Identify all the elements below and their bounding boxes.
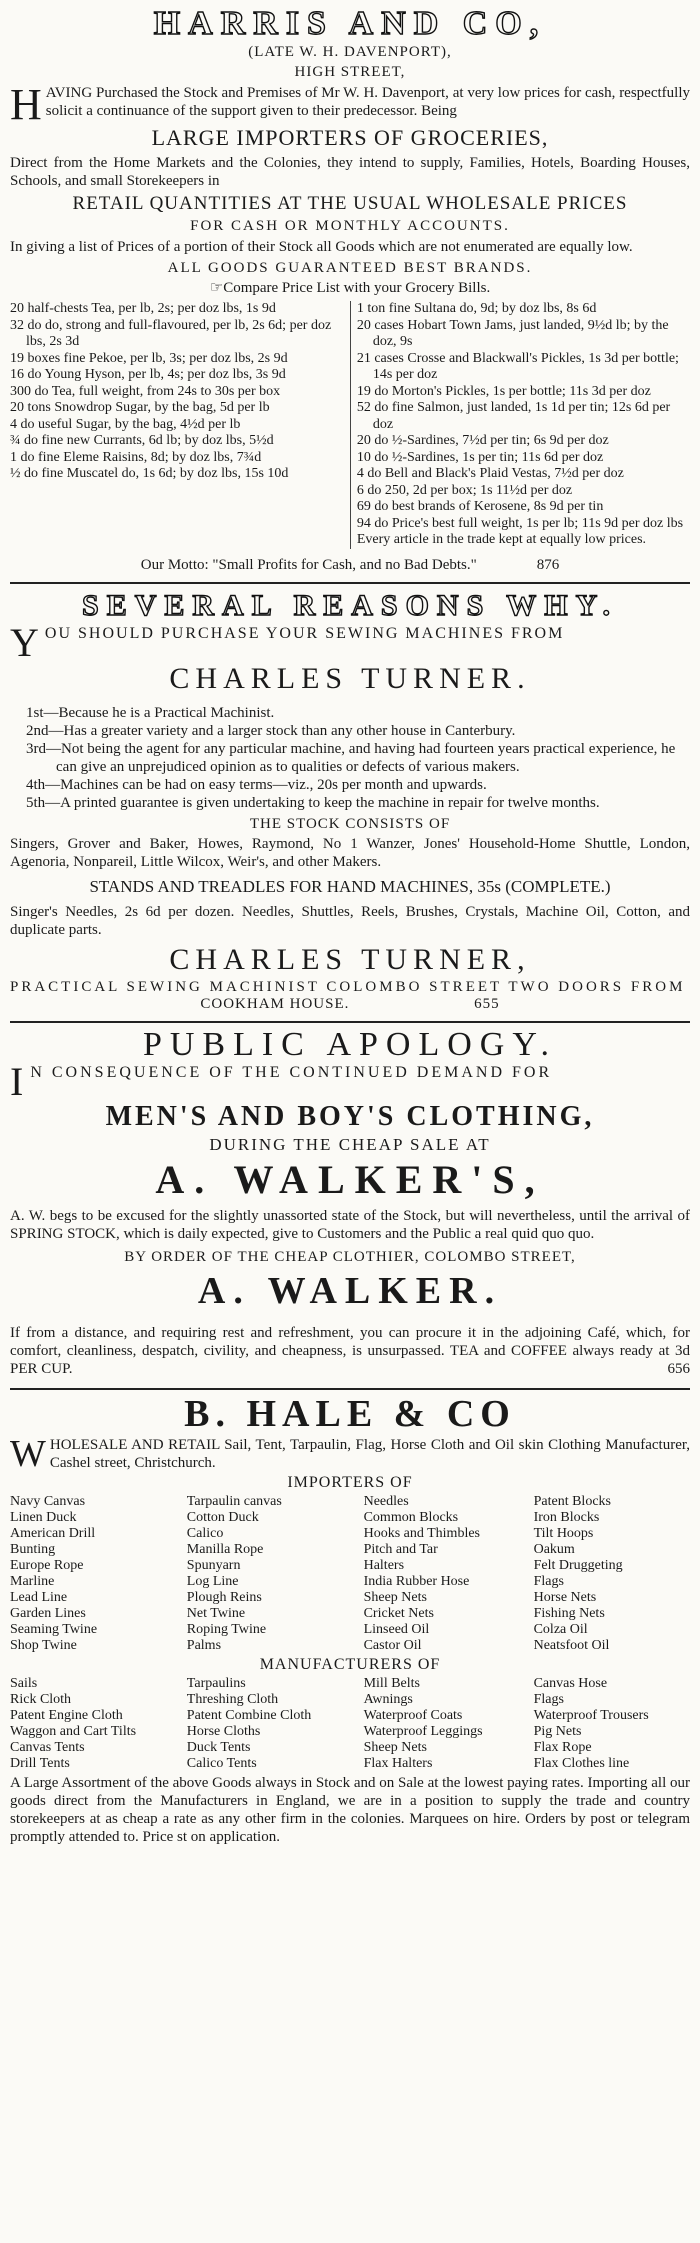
turner-needles: Singer's Needles, 2s 6d per dozen. Needles, Shuttles, Reels, Brushes, Crystals, Machine Oil, Cotton, and duplicate parts. <box>10 903 690 938</box>
walker-lead <box>10 1058 690 1104</box>
turner-lead <box>10 619 690 665</box>
importer-item: Tilt Hoops <box>533 1525 594 1541</box>
hale-footer: A Large Assortment of the above Goods always in Stock and on Sale at the lowest paying rates. Importing all our goods direct from the Manufacturers in England, we are in a position to supply the trade and country storekeepers at as cheap a rate as any other firm in the colonies. Marquees on hire. Orders by post or telegram promptly attended to. Price st on application. <box>10 1774 691 1845</box>
importer-item: Net Twine <box>186 1605 246 1621</box>
turner-stock-head: THE STOCK CONSISTS OF <box>249 815 451 832</box>
reason-item: 2nd—Has a greater variety and a larger stock than any other house in Canterbury. <box>26 722 516 739</box>
manufacturer-item: Patent Engine Cloth <box>10 1707 123 1723</box>
harris-intro <box>10 80 690 129</box>
walker-clothing: MEN'S AND BOY'S CLOTHING, <box>105 1100 595 1132</box>
harris-headline: LARGE IMPORTERS OF GROCERIES, <box>151 125 549 150</box>
importer-item: Flags <box>533 1573 564 1589</box>
importer-item: Fishing Nets <box>533 1605 605 1621</box>
turner-footer: PRACTICAL SEWING MACHINIST COLOMBO STREET TWO DOORS FROM <box>10 978 686 995</box>
harris-title: HARRIS AND CO, <box>153 5 547 42</box>
price-item: 94 do Price's best full weight, 1s per lb; 11s 9d per doz lbs <box>356 515 684 531</box>
importer-item: Lead Line <box>10 1589 68 1605</box>
importer-item: Patent Blocks <box>533 1493 611 1509</box>
importer-item: Linseed Oil <box>363 1621 430 1637</box>
importer-item: Hooks and Thimbles <box>363 1525 480 1541</box>
hale-intro-text: HOLESALE AND RETAIL Sail, Tent, Tarpaulin, Flag, Horse Cloth and Oil skin Clothing Manufacturer, Cashel street, Christchurch. <box>49 1436 690 1471</box>
walker-number: 656 <box>667 1360 690 1377</box>
manufacturer-item: Flax Rope <box>533 1739 592 1755</box>
turner-title: SEVERAL REASONS WHY. <box>82 588 618 622</box>
manufacturer-item: Canvas Hose <box>533 1675 608 1691</box>
importer-item: Oakum <box>533 1541 575 1557</box>
turner-advert <box>10 584 690 1023</box>
turner-stands: STANDS AND TREADLES FOR HAND MACHINES, 35s (COMPLETE.) <box>89 876 611 896</box>
hale-advert <box>10 1390 690 1856</box>
importer-item: Shop Twine <box>10 1637 77 1653</box>
importer-item: Spunyarn <box>186 1557 241 1573</box>
harris-motto: Our Motto: "Small Profits for Cash, and no Bad Debts." <box>140 556 477 573</box>
importer-item: Sheep Nets <box>363 1589 427 1605</box>
price-item: ¾ do fine new Currants, 6d lb; by doz lbs, 5½d <box>10 433 274 448</box>
harris-motto-row <box>10 557 690 574</box>
price-item: 20 half-chests Tea, per lb, 2s; per doz lbs, 1s 9d <box>10 301 276 316</box>
harris-direct: Direct from the Home Markets and the Colonies, they intend to supply, Families, Hotels, Boarding Houses, Schools, and small Storekeepers in <box>10 155 690 189</box>
manufacturer-item: Waggon and Cart Tilts <box>10 1723 137 1739</box>
importer-item: Seaming Twine <box>10 1621 98 1637</box>
harris-dropcap: H <box>10 80 42 129</box>
harris-retail: RETAIL QUANTITIES AT THE USUAL WHOLESALE PRICES <box>72 193 628 214</box>
importer-item: India Rubber Hose <box>363 1573 470 1589</box>
harris-intro-text: AVING Purchased the Stock and Premises of Mr W. H. Davenport, at very low prices for cash, respectfully solicit a continuance of the support given to their predecessor. Being <box>45 85 690 119</box>
price-item: 1 ton fine Sultana do, 9d; by doz lbs, 8s 6d <box>356 301 597 316</box>
price-item: 52 do fine Salmon, just landed, 1s 1d per tin; 12s 6d per doz <box>356 400 671 432</box>
newspaper-page <box>10 0 690 1856</box>
walker-dropcap: I <box>10 1058 27 1104</box>
manufacturer-item: Mill Belts <box>363 1675 420 1691</box>
turner-footer-row <box>10 996 690 1013</box>
price-item: 1 do fine Eleme Raisins, 8d; by doz lbs, 7¾d <box>10 449 262 465</box>
importer-item: Horse Nets <box>533 1589 597 1605</box>
walker-name-2: A. WALKER. <box>197 1269 503 1312</box>
price-item: 19 boxes fine Pekoe, per lb, 3s; per doz lbs, 2s 9d <box>10 350 288 366</box>
price-item: 10 do ½-Sardines, 1s per tin; 11s 6d per doz <box>356 449 604 465</box>
importer-item: Marline <box>10 1573 55 1589</box>
price-item: 21 cases Crosse and Blackwall's Pickles, 1s 3d per bottle; 14s per doz <box>356 350 679 382</box>
importer-item: Cotton Duck <box>186 1509 259 1525</box>
manufacturer-item: Waterproof Coats <box>363 1707 463 1723</box>
price-item: 4 do Bell and Black's Plaid Vestas, 7½d per doz <box>356 466 624 481</box>
turner-lead-text: OU SHOULD PURCHASE YOUR SEWING MACHINES FROM <box>44 624 565 642</box>
harris-guarantee: ALL GOODS GUARANTEED BEST BRANDS. <box>167 260 533 276</box>
manufacturer-item: Patent Combine Cloth <box>186 1707 312 1723</box>
hale-importers-head: IMPORTERS OF <box>287 1473 413 1491</box>
walker-title: PUBLIC APOLOGY. <box>142 1025 558 1063</box>
price-item: 4 do useful Sugar, by the bag, 4½d per lb <box>10 416 241 432</box>
turner-name: CHARLES TURNER. <box>169 661 531 695</box>
manufacturer-item: Duck Tents <box>186 1739 251 1755</box>
harris-number: 876 <box>536 556 560 573</box>
harris-left-column <box>10 301 343 549</box>
manufacturer-item: Flax Clothes line <box>533 1755 630 1771</box>
reason-item: 3rd—Not being the agent for any particular machine, and having had fourteen years practical experience, he can give an unprejudiced opinion as to qualities or defects of various makers. <box>26 740 676 775</box>
walker-body: A. W. begs to be excused for the slightly unassorted state of the Stock, but will nevertheless, until the arrival of SPRING STOCK, which is daily expected, give to Customers and the Public a real quid quo quo. <box>10 1207 690 1242</box>
turner-reasons <box>26 704 690 812</box>
hale-dropcap: W <box>10 1432 46 1475</box>
price-item: 20 cases Hobart Town Jams, just landed, 9½d lb; by the doz, 9s <box>356 317 669 349</box>
walker-during: DURING THE CHEAP SALE AT <box>209 1134 491 1154</box>
importer-item: Navy Canvas <box>10 1493 86 1509</box>
manufacturer-item: Tarpaulins <box>186 1675 246 1691</box>
price-item: 20 tons Snowdrop Sugar, by the bag, 5d per lb <box>10 400 270 415</box>
importer-item: Log Line <box>186 1573 239 1589</box>
importer-item: Linen Duck <box>10 1509 77 1525</box>
manufacturer-item: Calico Tents <box>186 1755 257 1771</box>
hale-importers-grid <box>10 1494 690 1654</box>
turner-stock: Singers, Grover and Baker, Howes, Raymond, No 1 Wanzer, Jones' Household-Home Shuttle, London, Agenoria, Nonpareil, Little Wilcox, Weir's, and other Makers. <box>10 835 690 870</box>
importer-item: Neatsfoot Oil <box>533 1637 610 1653</box>
hale-title: B. HALE & CO <box>184 1392 516 1435</box>
importer-item: Europe Rope <box>10 1557 84 1573</box>
walker-cafe <box>10 1324 690 1378</box>
walker-name: A. WALKER'S, <box>155 1156 545 1202</box>
importer-item: Colza Oil <box>533 1621 588 1637</box>
manufacturer-item: Sheep Nets <box>363 1739 427 1755</box>
price-item: ½ do fine Muscatel do, 1s 6d; by doz lbs, 15s 10d <box>10 466 289 481</box>
importer-item: Halters <box>363 1557 405 1573</box>
reason-item: 4th—Machines can be had on easy terms—viz., 20s per month and upwards. <box>26 776 487 793</box>
price-item: Every article in the trade kept at equally low prices. <box>356 532 647 547</box>
importer-item: Plough Reins <box>186 1589 262 1605</box>
price-item: 300 do Tea, full weight, from 24s to 30s per box <box>10 383 281 399</box>
manufacturer-item: Waterproof Trousers <box>533 1707 649 1723</box>
harris-advert <box>10 2 690 584</box>
manufacturer-item: Waterproof Leggings <box>363 1723 483 1739</box>
importer-item: Cricket Nets <box>363 1605 434 1621</box>
importer-item: Iron Blocks <box>533 1509 600 1525</box>
price-item: 69 do best brands of Kerosene, 8s 9d per tin <box>356 499 604 514</box>
reason-item: 1st—Because he is a Practical Machinist. <box>26 704 275 721</box>
turner-dropcap: Y <box>10 619 41 665</box>
walker-order: BY ORDER OF THE CHEAP CLOTHIER, COLOMBO STREET, <box>124 1248 576 1265</box>
harris-late: (LATE W. H. DAVENPORT), <box>248 44 452 60</box>
harris-street: HIGH STREET, <box>294 64 406 80</box>
importer-item: Common Blocks <box>363 1509 459 1525</box>
harris-right-column <box>350 301 690 549</box>
manufacturer-item: Flax Halters <box>363 1755 433 1771</box>
walker-advert <box>10 1023 690 1390</box>
manufacturer-item: Threshing Cloth <box>186 1691 279 1707</box>
price-item: 16 do Young Hyson, per lb, 4s; per doz lbs, 3s 9d <box>10 367 286 382</box>
importer-item: Bunting <box>10 1541 56 1557</box>
harris-price-list <box>10 301 690 549</box>
manufacturer-item: Rick Cloth <box>10 1691 72 1707</box>
importer-item: Needles <box>363 1493 409 1509</box>
importer-item: Palms <box>186 1637 222 1653</box>
importer-item: Pitch and Tar <box>363 1541 438 1557</box>
harris-list-note: In giving a list of Prices of a portion of their Stock all Goods which are not enumerated are equally low. <box>10 239 633 255</box>
manufacturer-item: Drill Tents <box>10 1755 70 1771</box>
importer-item: Felt Druggeting <box>533 1557 623 1573</box>
importer-item: Roping Twine <box>186 1621 267 1637</box>
price-item: 19 do Morton's Pickles, 1s per bottle; 11s 3d per doz <box>356 383 651 399</box>
walker-cafe-text: If from a distance, and requiring rest and refreshment, you can procure it in the adjoining Café, which, for comfort, cleanliness, despatch, civility, and cheapness, is unsurpassed. TEA and COFFEE always ready at 3d PER CUP. <box>10 1324 690 1377</box>
importer-item: Tarpaulin canvas <box>186 1493 282 1509</box>
importer-item: American Drill <box>10 1525 96 1541</box>
manufacturer-item: Flags <box>533 1691 564 1707</box>
price-item: 6 do 250, 2d per box; 1s 11½d per doz <box>356 482 573 498</box>
turner-number: 655 <box>474 995 500 1012</box>
hale-manufacturers-grid <box>10 1676 690 1772</box>
importer-item: Manilla Rope <box>186 1541 264 1557</box>
manufacturer-item: Awnings <box>363 1691 413 1707</box>
importer-item: Castor Oil <box>363 1637 422 1653</box>
importer-item: Garden Lines <box>10 1605 86 1621</box>
harris-compare: ☞Compare Price List with your Grocery Bills. <box>209 280 491 296</box>
price-item: 20 do ½-Sardines, 7½d per tin; 6s 9d per doz <box>356 433 609 448</box>
walker-lead-text: N CONSEQUENCE OF THE CONTINUED DEMAND FOR <box>30 1063 553 1081</box>
reason-item: 5th—A printed guarantee is given undertaking to keep the machine in repair for twelve months. <box>26 794 600 811</box>
manufacturer-item: Sails <box>10 1675 38 1691</box>
hale-intro <box>10 1432 690 1475</box>
turner-name-2: CHARLES TURNER, <box>169 942 531 976</box>
harris-cash: FOR CASH OR MONTHLY ACCOUNTS. <box>190 218 510 234</box>
manufacturer-item: Canvas Tents <box>10 1739 85 1755</box>
manufacturer-item: Horse Cloths <box>186 1723 261 1739</box>
hale-manufacturers-head: MANUFACTURERS OF <box>259 1655 441 1673</box>
manufacturer-item: Pig Nets <box>533 1723 582 1739</box>
price-item: 32 do do, strong and full-flavoured, per lb, 2s 6d; per doz lbs, 2s 3d <box>10 317 332 349</box>
importer-item: Calico <box>186 1525 224 1541</box>
turner-footer-2: COOKHAM HOUSE. <box>200 995 350 1012</box>
